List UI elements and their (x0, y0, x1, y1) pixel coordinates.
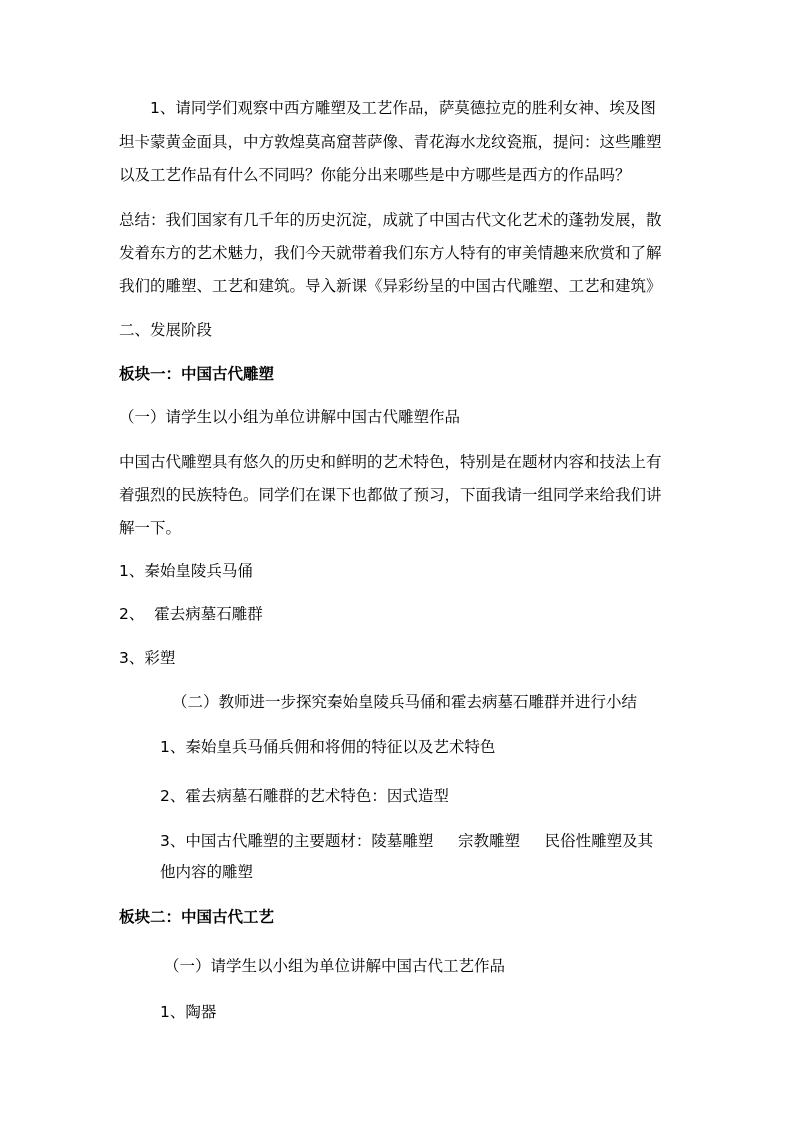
block1-sub1: （一）请学生以小组为单位讲解中国古代雕塑作品 (119, 408, 461, 426)
block1-point-3-line-2: 他内容的雕塑 (160, 863, 254, 881)
intro-line-3: 以及工艺作品有什么不同吗？你能分出来哪些是中方哪些是西方的作品吗？ (119, 166, 631, 184)
block1-title: 板块一：中国古代雕塑 (119, 365, 275, 383)
block1-point-1: 1、秦始皇兵马俑兵佣和将佣的特征以及艺术特色 (160, 738, 496, 756)
block1-item-3: 3、彩塑 (119, 649, 176, 667)
block1-para-line-1: 中国古代雕塑具有悠久的历史和鲜明的艺术特色，特别是在题材内容和技法上有 (119, 453, 662, 471)
block2-title: 板块二：中国古代工艺 (119, 908, 275, 926)
block1-point-2: 2、霍去病墓石雕群的艺术特色：因式造型 (160, 787, 449, 805)
section-heading: 二、发展阶段 (119, 321, 213, 339)
block1-para-line-3: 解一下。 (119, 519, 182, 537)
intro-line-2: 坦卡蒙黄金面具，中方敦煌莫高窟菩萨像、青花海水龙纹瓷瓶，提问：这些雕塑 (119, 133, 662, 151)
block1-para-line-2: 着强烈的民族特色。同学们在课下也都做了预习，下面我请一组同学来给我们讲 (119, 486, 662, 504)
block1-item-2: 2、 霍去病墓石雕群 (119, 605, 263, 623)
summary-line-2: 发着东方的艺术魅力，我们今天就带着我们东方人特有的审美情趣来欣赏和了解 (119, 244, 662, 262)
block1-sub2: （二）教师进一步探究秦始皇陵兵马俑和霍去病墓石雕群并进行小结 (172, 693, 638, 711)
block1-point-3-line-1: 3、中国古代雕塑的主要题材：陵墓雕塑 宗教雕塑 民俗性雕塑及其 (160, 832, 654, 850)
summary-line-3: 我们的雕塑、工艺和建筑。导入新课《异彩纷呈的中国古代雕塑、工艺和建筑》 (119, 277, 662, 295)
summary-line-1: 总结：我们国家有几千年的历史沉淀，成就了中国古代文化艺术的蓬勃发展，散 (119, 211, 662, 229)
block2-sub1: （一）请学生以小组为单位讲解中国古代工艺作品 (164, 957, 506, 975)
block1-item-1: 1、秦始皇陵兵马俑 (119, 562, 253, 580)
block2-item-1: 1、陶器 (160, 1003, 217, 1021)
intro-line-1: 1、请同学们观察中西方雕塑及工艺作品，萨莫德拉克的胜利女神、埃及图 (150, 99, 656, 117)
